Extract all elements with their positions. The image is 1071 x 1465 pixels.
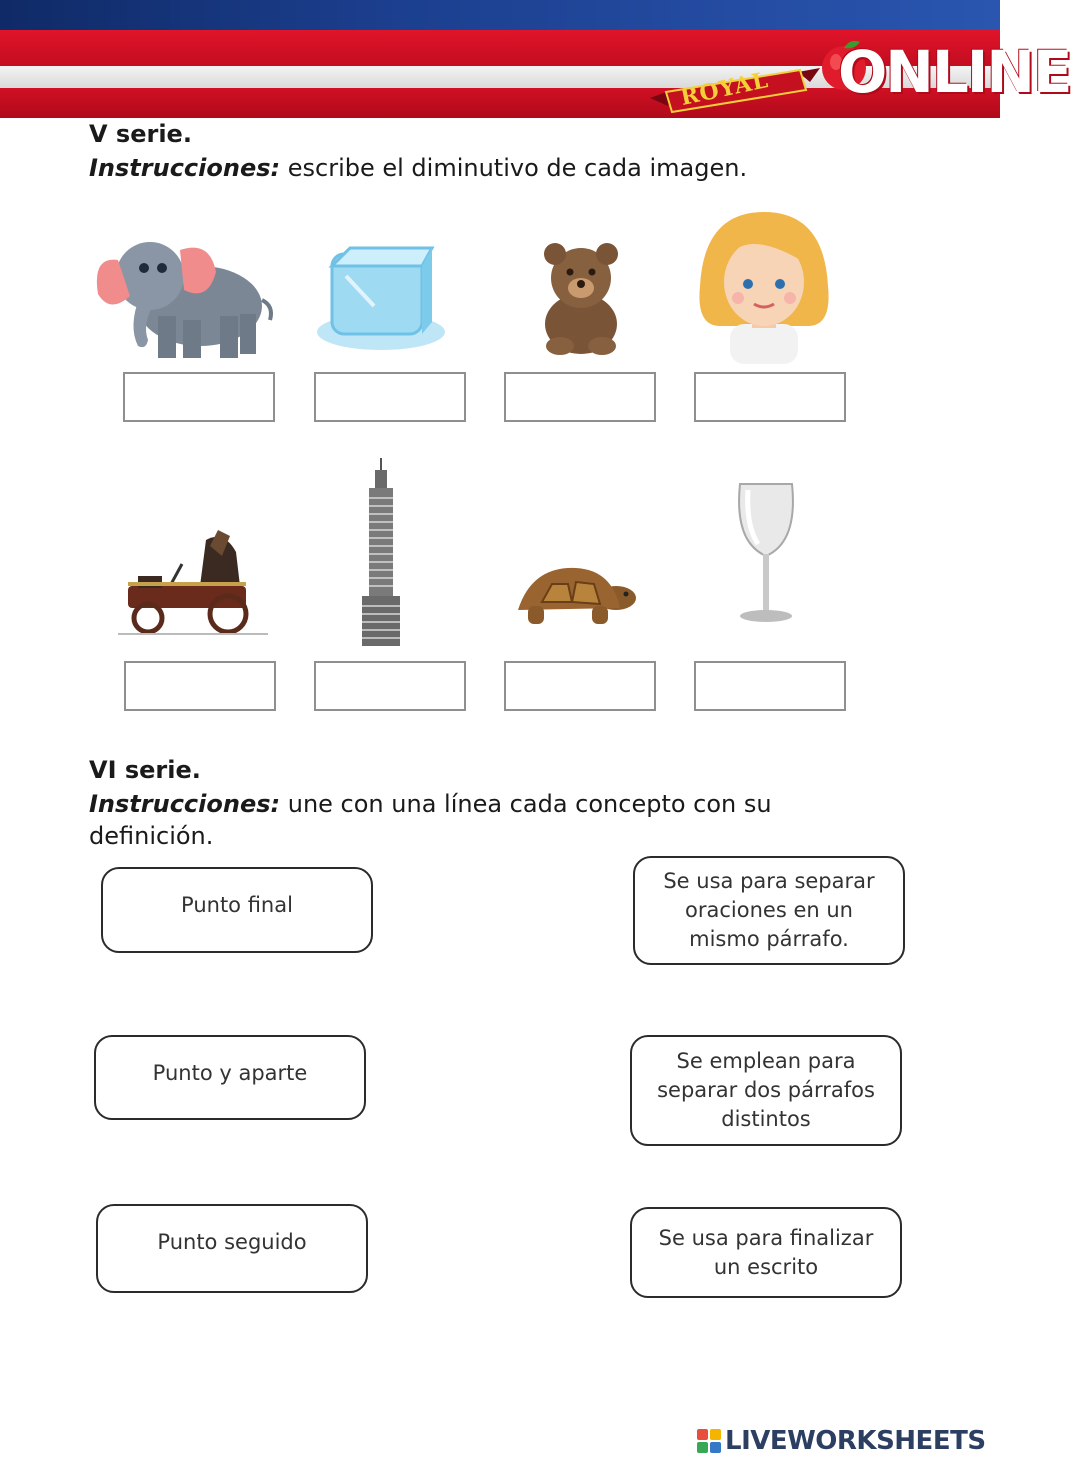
concept-label: Punto seguido (157, 1230, 307, 1254)
definition-card-3[interactable] (630, 1207, 902, 1298)
concept-label: Punto y aparte (152, 1061, 308, 1085)
definition-line: mismo párrafo. (689, 927, 849, 951)
concept-card-1[interactable] (101, 867, 373, 953)
header-banner (0, 0, 1071, 118)
girl-icon (690, 206, 838, 364)
definition-card-1[interactable] (633, 856, 905, 965)
definition-line: Se emplean para (676, 1049, 856, 1073)
turtle-icon (512, 562, 642, 630)
answer-box-5[interactable] (124, 661, 276, 711)
ice-cube-icon (314, 236, 448, 354)
answer-box-3[interactable] (504, 372, 656, 422)
series6-instr-label: Instrucciones: (89, 790, 281, 818)
series5-instr-label: Instrucciones: (89, 154, 281, 182)
footer-brand (697, 1426, 986, 1456)
answer-box-1[interactable] (123, 372, 275, 422)
skyscraper-icon (358, 458, 404, 646)
series6-instructions (89, 788, 849, 852)
antique-car-icon (118, 526, 268, 638)
answer-box-8[interactable] (694, 661, 846, 711)
series6-title: VI serie. (89, 756, 201, 784)
definition-line: Se usa para finalizar (658, 1225, 874, 1250)
concept-card-2[interactable] (94, 1035, 366, 1120)
definition-line: Se usa para separar (663, 869, 875, 893)
answer-box-6[interactable] (314, 661, 466, 711)
definition-line: distintos (721, 1107, 811, 1131)
answer-box-4[interactable] (694, 372, 846, 422)
series5-instructions (89, 152, 949, 184)
banner-navy-band (0, 0, 1000, 30)
series5-instr-text: escribe el diminutivo de cada imagen. (280, 154, 748, 182)
answer-box-7[interactable] (504, 661, 656, 711)
definition-card-2[interactable] (630, 1035, 902, 1146)
teddy-bear-icon (536, 238, 626, 358)
concept-label: Punto final (181, 893, 293, 917)
brand-online-text: ONLINE (838, 38, 1071, 106)
answer-box-2[interactable] (314, 372, 466, 422)
definition-line: separar dos párrafos (657, 1078, 875, 1102)
series6-instr-text: une con una línea cada concepto con su definición. (89, 790, 772, 850)
series5-title: V serie. (89, 120, 192, 148)
definition-line: un escrito (713, 1254, 819, 1279)
concept-card-3[interactable] (96, 1204, 368, 1293)
footer-brand-text: LIVEWORKSHEETS (725, 1426, 986, 1456)
elephant-icon (88, 216, 278, 366)
wine-glass-icon (732, 482, 800, 626)
brand-ribbon-text: ROYAL (678, 67, 772, 111)
liveworksheets-logo-icon (697, 1429, 721, 1453)
definition-line: oraciones en un (685, 898, 853, 922)
